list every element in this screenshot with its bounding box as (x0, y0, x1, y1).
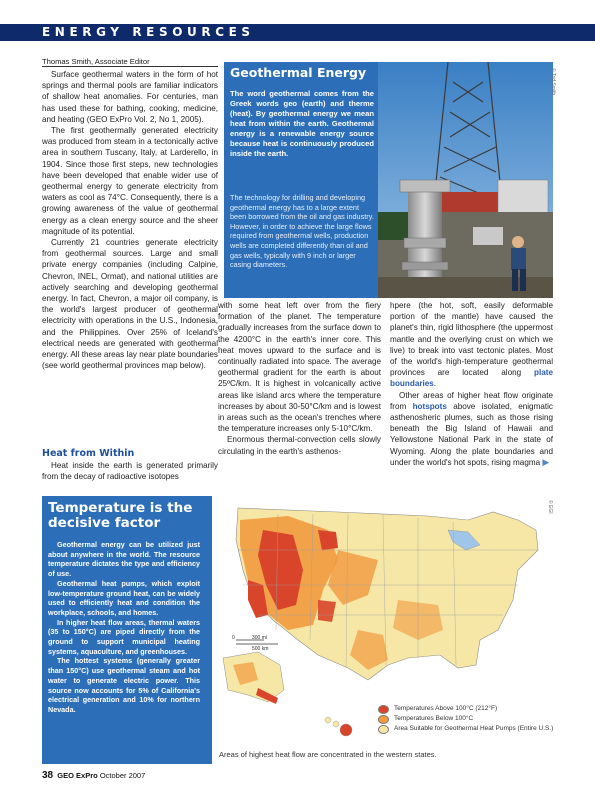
heat-paragraph-2: Enormous thermal-convection cells slowly circulating in the earth's asthenos- (218, 435, 381, 456)
legend-item-heatpump: Area Suitable for Geothermal Heat Pumps (Entire U.S.) (378, 724, 553, 734)
geothermal-sidebar-title: Geothermal Energy (230, 65, 367, 80)
page-number: 38 (42, 770, 54, 781)
intro-paragraph: The first geothermally generated electricity was produced from steam in a tectonically active area in southern Tuscany, Italy, at Larderello, in 1904. Since those first steps, new technologies have been developed that enable wider use of geothermal energy to generate electricity from waters as cool as 74°C. Consequently, there is a growing awareness of the value of geothermal energy as a clean energy source and the sheer magnitude of its potential. (42, 126, 218, 236)
geothermal-sidebar-body: The technology for drilling and developing geothermal energy has to a large extent been borrowed from the oil and gas industry. However, in order to achieve the large flows required from geothermal wells, production wells are completed differently than oil and gas wells, typically with 9 inch or larger casing diameters. (230, 193, 374, 270)
legend-item-high: Temperatures Above 100°C (212°F) (378, 704, 553, 714)
scale-zero-label: 0 (232, 635, 235, 641)
scale-km-label: 500 km (252, 646, 269, 652)
middle-column (218, 300, 381, 457)
intro-column (42, 69, 218, 371)
map-caption: Areas of highest heat flow are concentrated in the western states. (219, 750, 437, 759)
temperature-paragraph: Geothermal heat pumps, which exploit low-temperature ground heat, can be widely used to efficiently heat and condition the workplace, schools, and homes. (48, 578, 200, 617)
right-column (390, 300, 553, 468)
magazine-name: GEO ExPro (57, 771, 98, 780)
continue-arrow-icon: ▶ (542, 456, 550, 467)
temperature-sidebar-body (48, 540, 200, 715)
section-title: ENERGY RESOURCES (42, 25, 255, 39)
photo-credit: © Tod Smith (550, 68, 556, 96)
temperature-sidebar-title: Temperature is the decisive factor (48, 500, 193, 531)
legend-swatch-low (378, 715, 389, 724)
temperature-paragraph: The hottest systems (generally greater than 150°C) use geothermal steam and hot water to generate electric power. This source now accounts for 5% of California's electrical generation and 10% for northern Nevada. (48, 656, 200, 714)
heat-paragraph-2-cont: hpere (the hot, soft, easily deformable portion of the mantle) have caused the planet's thin, rigid lithosphere (the uppermost mantle and the overlying crust on which we live) to break into vast tectonic plates. Most of the world's high-temperature geothermal provinces are located along plate boundaries. (390, 301, 553, 389)
byline: Thomas Smith, Associate Editor (42, 57, 218, 67)
intro-paragraph: Surface geothermal waters in the form of hot springs and thermal pools are familiar indicators of shallow heat anomalies. For centuries, man has used these for bathing, cooking, medicine, and heating (GEO ExPro Vol. 2, No 1, 2005). (42, 70, 218, 124)
map-credit: © EGI (547, 500, 553, 514)
scale-mi-label: 300 mi (252, 635, 268, 641)
intro-paragraph: Currently 21 countries generate electricity from geothermal sources. Large and small private energy companies (including Calpine, Chevron, INEL, Ormat), and national utilities are actively searching and developing geothermal energy. In fact, Chevron, a major oil company, is the world's largest producer of geothermal electricity with operations in the U.S., Indonesia, and the Philippines. Over 25% of Iceland's electrical needs are generated with geothermal energy. All these areas lay near plate boundaries (see world geothermal provinces map below). (42, 238, 218, 371)
temperature-paragraph: In higher heat flow areas, thermal waters (35 to 150°C) are piped directly from the ground to support municipal heating systems, aquaculture, and greenhouses. (48, 617, 200, 656)
issue-date: October 2007 (99, 771, 146, 780)
heat-paragraph-cont: with some heat left over from the fiery formation of the planet. The temperature gradually increases from the surface down to the 4200°C in the earth's inner core. This heat moves upward to the surface and is continually radiated into space. The average geothermal gradient for the earth is about 25ºC/km. It is highest in volcanically active areas like island arcs where the temperature increases by about 30-50°C/km and is lowest in areas such as the ocean's trenches where the temperature increases only 5-10°C/km. (218, 301, 381, 434)
heat-paragraph: Heat inside the earth is generated primarily from the decay of radioactive isotopes (42, 461, 218, 482)
page-footer (42, 770, 145, 781)
geothermal-sidebar-lead: The word geothermal comes from the Greek words geo (earth) and therme (heat). By geothermal energy we mean heat from within the earth. Geothermal energy is a renewable energy source because heat is continuously produced inside the earth. (230, 89, 374, 158)
drilling-rig-illustration (378, 62, 553, 298)
heat-section-start (42, 448, 218, 483)
legend-swatch-high (378, 705, 389, 714)
heat-heading: Heat from Within (42, 448, 135, 459)
plate-boundaries-link[interactable]: plate boundaries (390, 368, 553, 389)
temperature-paragraph: Geothermal energy can be utilized just about anywhere in the world. The resource temperature dictates the type and efficiency of use. (48, 540, 200, 579)
heat-paragraph-3: Other areas of higher heat flow originate from hotspots above isolated, enigmatic asthenosheric plumes, such as those rising beneath the Big Island of Hawaii and Yellowstone National Park in the state of Wyoming. Along the plate boundaries and under the world's hot spots, rising magma ▶ (390, 390, 553, 467)
map-legend (378, 704, 553, 734)
legend-swatch-heatpump (378, 725, 389, 734)
hotspots-link[interactable]: hotspots (412, 401, 447, 411)
drilling-rig-photo (378, 62, 553, 298)
legend-item-low: Temperatures Below 100°C (378, 714, 553, 724)
